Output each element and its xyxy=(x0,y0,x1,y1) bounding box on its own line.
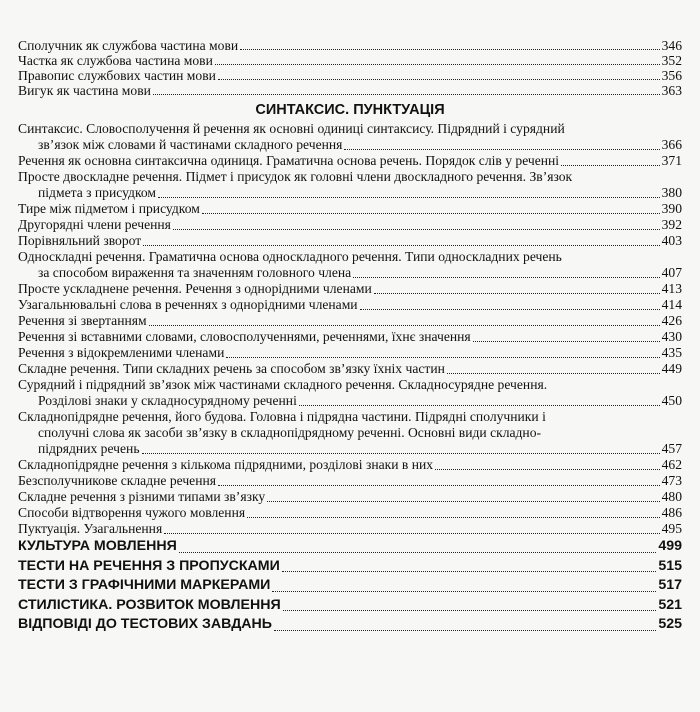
dot-leader xyxy=(164,533,659,534)
toc-page-number: 414 xyxy=(661,297,682,312)
toc-entry-title: Правопис службових частин мови xyxy=(18,68,216,83)
toc-entry-title: Речення з відокремленими членами xyxy=(18,345,225,360)
toc-page-number: 449 xyxy=(661,361,682,376)
toc-entry xyxy=(18,345,682,361)
dot-leader xyxy=(353,277,659,278)
dot-leader xyxy=(282,571,657,572)
toc-entry-title: Просте ускладнене речення. Речення з однорідними членами xyxy=(18,281,372,296)
toc-entry xyxy=(18,281,682,297)
dot-leader xyxy=(158,197,660,198)
dot-leader xyxy=(283,610,657,611)
dot-leader xyxy=(272,591,656,592)
toc-entry-title: Узагальнювальні слова в реченнях з однорідними членами xyxy=(18,297,358,312)
toc-page-number: 521 xyxy=(658,596,682,613)
dot-leader xyxy=(435,469,660,470)
toc-entry-title: Складне речення з різними типами зв’язку xyxy=(18,489,266,504)
toc-entry-title: КУЛЬТУРА МОВЛЕННЯ xyxy=(18,538,177,554)
toc-entry xyxy=(18,361,682,377)
toc-entry-title: Речення зі вставними словами, словосполученнями, реченнями, їхнє значення xyxy=(18,329,471,344)
toc-entry xyxy=(18,505,682,521)
toc-entry xyxy=(18,297,682,313)
toc-page-number: 517 xyxy=(658,577,682,593)
toc-page-number: 525 xyxy=(658,616,682,632)
toc-entry xyxy=(18,121,682,153)
toc-entry-title: за способом вираження та значенням головного члена xyxy=(38,265,352,280)
toc-entry-title: Безсполучникове складне речення xyxy=(18,473,216,488)
toc-major-entry xyxy=(18,576,682,596)
toc-page-number: 499 xyxy=(658,538,682,554)
toc-group-syntax xyxy=(18,121,682,537)
toc-page-number: 480 xyxy=(661,489,682,504)
dot-leader xyxy=(143,245,659,246)
toc-entry xyxy=(18,169,682,201)
toc-page-number: 473 xyxy=(661,473,682,488)
toc-page-number: 352 xyxy=(661,53,682,68)
toc-entry-title: Речення як основна синтаксична одиниця. Граматична основа речень. Порядок слів у реченні xyxy=(18,153,560,168)
toc-entry-title: підмета з присудком xyxy=(38,185,157,200)
toc-entry-title: ТЕСТИ З ГРАФІЧНИМИ МАРКЕРАМИ xyxy=(18,577,271,593)
toc-entry-title: СТИЛІСТИКА. РОЗВИТОК МОВЛЕННЯ xyxy=(18,596,281,613)
dot-leader xyxy=(247,517,660,518)
toc-group-major-sections xyxy=(18,537,682,635)
toc-page-number: 515 xyxy=(658,557,682,574)
toc-group-parts-of-speech xyxy=(18,38,682,98)
dot-leader xyxy=(240,49,659,50)
toc-page-number: 450 xyxy=(661,393,682,408)
toc-page-number: 462 xyxy=(661,457,682,472)
toc-entry-title: Частка як службова частина мови xyxy=(18,53,213,68)
toc-page-number: 430 xyxy=(661,329,682,344)
toc-page-number: 413 xyxy=(661,281,682,296)
toc-entry xyxy=(18,329,682,345)
toc-page-number: 426 xyxy=(661,313,682,328)
toc-entry-title: Вигук як частина мови xyxy=(18,83,151,98)
toc-entry xyxy=(18,83,682,98)
toc-page-number: 380 xyxy=(661,185,682,200)
dot-leader xyxy=(179,552,657,553)
toc-entry-title: Порівняльний зворот xyxy=(18,233,142,248)
dot-leader xyxy=(218,79,660,80)
toc-page-number: 435 xyxy=(661,345,682,360)
toc-entry-line: Складнопідрядне речення, його будова. Головна і підрядна частини. Підрядні сполучники і xyxy=(18,409,546,424)
toc-entry-title: Речення зі звертанням xyxy=(18,313,147,328)
dot-leader xyxy=(374,293,660,294)
toc-page-number: 356 xyxy=(661,68,682,83)
toc-entry xyxy=(18,249,682,281)
toc-page-number: 495 xyxy=(661,521,682,536)
toc-page-number: 390 xyxy=(661,201,682,216)
dot-leader xyxy=(149,325,660,326)
toc-entry xyxy=(18,53,682,68)
toc-entry xyxy=(18,457,682,473)
toc-page-number: 407 xyxy=(661,265,682,280)
toc-entry xyxy=(18,489,682,505)
toc-entry-line: Сурядний і підрядний зв’язок між частинами складного речення. Складносурядне речення. xyxy=(18,377,548,392)
section-heading: СИНТАКСИС. ПУНКТУАЦІЯ xyxy=(255,102,445,118)
toc-entry-title: ТЕСТИ НА РЕЧЕННЯ З ПРОПУСКАМИ xyxy=(18,557,280,574)
toc-entry-title: Сполучник як службова частина мови xyxy=(18,38,239,53)
toc-entry-line: Односкладні речення. Граматична основа односкладного речення. Типи односкладних речень xyxy=(18,249,562,264)
toc-entry-title: Тире між підметом і присудком xyxy=(18,201,200,216)
toc-page-number: 486 xyxy=(661,505,682,520)
toc-entry xyxy=(18,201,682,217)
dot-leader xyxy=(202,213,660,214)
dot-leader xyxy=(142,453,660,454)
toc-entry xyxy=(18,153,682,169)
toc-major-entry xyxy=(18,537,682,557)
toc-page-number: 392 xyxy=(661,217,682,232)
dot-leader xyxy=(299,405,660,406)
toc-entry-line: Просте двоскладне речення. Підмет і присудок як головні члени двоскладного речення. Зв’язок xyxy=(18,169,573,184)
toc-page-number: 366 xyxy=(661,137,682,152)
dot-leader xyxy=(447,373,660,374)
dot-leader xyxy=(267,501,659,502)
dot-leader xyxy=(218,485,660,486)
dot-leader xyxy=(360,309,660,310)
toc-entry-title: Способи відтворення чужого мовлення xyxy=(18,505,246,520)
toc-page-number: 346 xyxy=(661,38,682,53)
toc-entry-title: Складне речення. Типи складних речень за способом зв’язку їхніх частин xyxy=(18,361,445,376)
toc-page-number: 363 xyxy=(661,83,682,98)
dot-leader xyxy=(153,94,660,95)
toc-entry-title: підрядних речень xyxy=(38,441,140,456)
dot-leader xyxy=(473,341,660,342)
toc-entry xyxy=(18,313,682,329)
toc-entry-title: Складнопідрядне речення з кількома підрядними, розділові знаки в них xyxy=(18,457,434,472)
toc-entry xyxy=(18,68,682,83)
toc-entry-title: Пуктуація. Узагальнення xyxy=(18,521,163,536)
toc-major-entry xyxy=(18,615,682,635)
dot-leader xyxy=(173,229,660,230)
toc-page-number: 403 xyxy=(661,233,682,248)
toc-major-entry xyxy=(18,596,682,616)
toc-entry-line: Синтаксис. Словосполучення й речення як основні одиниці синтаксису. Підрядний і сурядний xyxy=(18,121,565,136)
toc-entry xyxy=(18,473,682,489)
toc-entry xyxy=(18,521,682,537)
dot-leader xyxy=(344,149,659,150)
toc-entry-title: зв’язок між словами й частинами складного речення xyxy=(38,137,343,152)
toc-entry xyxy=(18,409,682,457)
dot-leader xyxy=(274,630,656,631)
toc-entry xyxy=(18,38,682,53)
toc-page-number: 371 xyxy=(661,153,682,168)
toc-entry-title: Другорядні члени речення xyxy=(18,217,171,232)
toc-entry-line: сполучні слова як засоби зв’язку в складнопідрядному реченні. Основні види складно- xyxy=(38,425,542,440)
dot-leader xyxy=(226,357,659,358)
toc-page-number: 457 xyxy=(661,441,682,456)
toc-entry-title: ВІДПОВІДІ ДО ТЕСТОВИХ ЗАВДАНЬ xyxy=(18,616,272,632)
toc-entry xyxy=(18,217,682,233)
toc-entry xyxy=(18,233,682,249)
toc-entry xyxy=(18,377,682,409)
dot-leader xyxy=(215,64,660,65)
toc-major-entry xyxy=(18,557,682,577)
toc-entry-title: Розділові знаки у складносурядному реченні xyxy=(38,393,297,408)
dot-leader xyxy=(561,165,660,166)
